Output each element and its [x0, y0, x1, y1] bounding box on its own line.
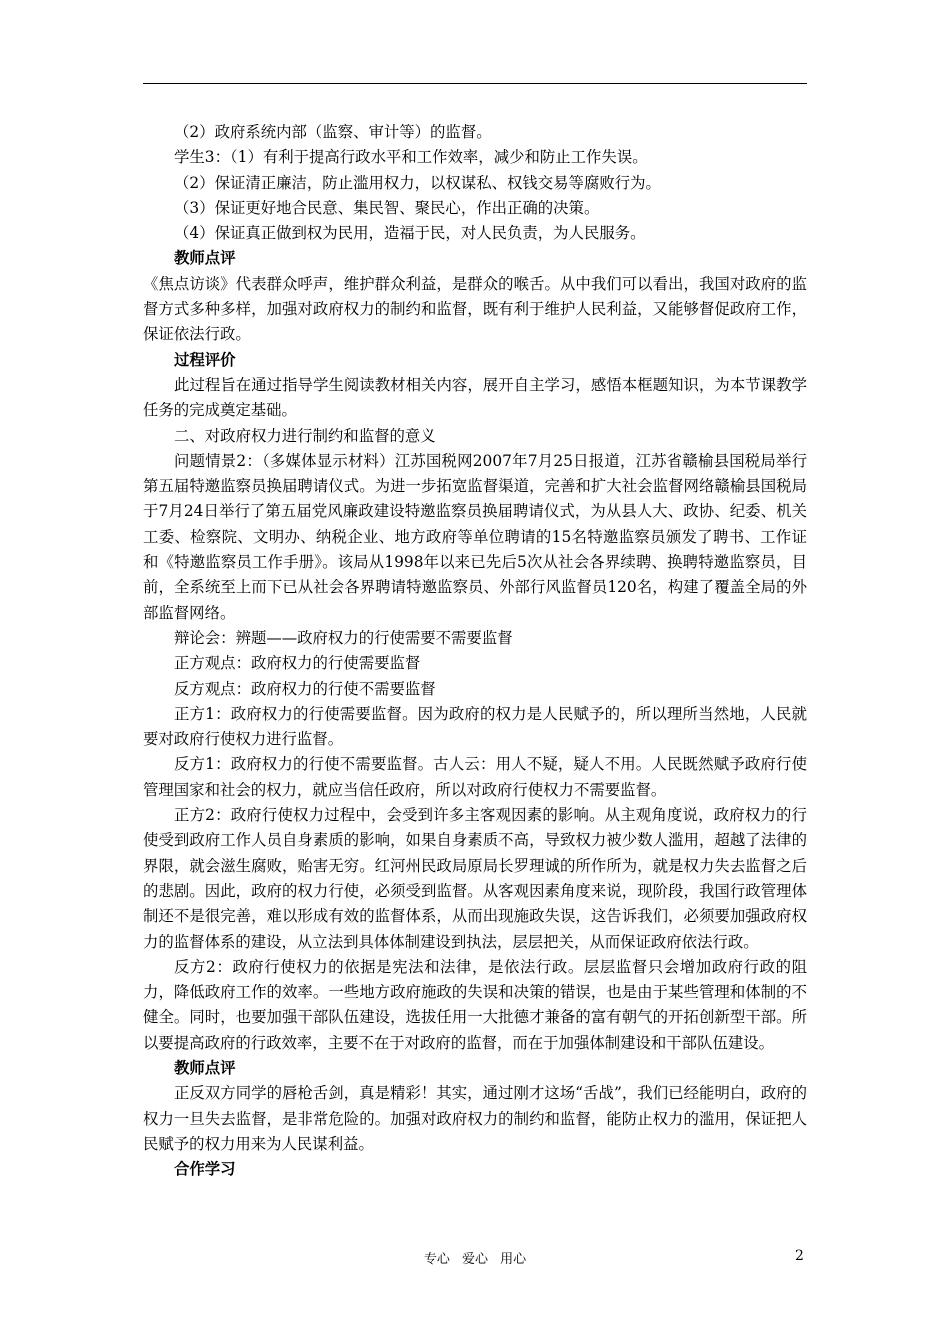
paragraph: 《焦点访谈》代表群众呼声，维护群众利益，是群众的喉舌。从中我们可以看出，我国对政府的监督方式多种多样，加强对政府权力的制约和监督，既有利于维护人民利益，又能够督促政府工作，保证依法行政。: [143, 274, 807, 344]
section-heading: 合作学习: [174, 1160, 236, 1179]
section-heading: 教师点评: [174, 1058, 236, 1077]
paragraph: （2）保证清正廉洁，防止滥用权力，以权谋私、权钱交易等腐败行为。: [174, 173, 661, 192]
section-heading: 教师点评: [174, 249, 236, 268]
paragraph: 问题情景2：（多媒体显示材料）江苏国税网2007年7月25日报道，江苏省赣榆县国税局举行第五届特邀监察员换届聘请仪式。为进一步拓宽监督渠道，完善和扩大社会监督网络赣榆县国税局于7月24日举行了第五届党风廉政建设特邀监察员换届聘请仪式，为从县人大、政协、纪委、机关工委、检察院、文明办、纳税企业、地方政府等单位聘请的15名特邀监察员颁发了聘书、工作证和《特邀监察员工作手册》。该局从1998年以来已先后5次从社会各界续聘、换聘特邀监察员，目前，全系统至上而下已从社会各界聘请特邀监察员、外部行风监督员120名，构建了覆盖全局的外部监督网络。: [143, 451, 807, 622]
paragraph: 正方2：政府行使权力过程中，会受到许多主客观因素的影响。从主观角度说，政府权力的行使受到政府工作人员自身素质的影响，如果自身素质不高，导致权力被少数人滥用，超越了法律的界限，就会滋生腐败，贻害无穷。红河州民政局原局长罗理诚的所作所为，就是权力失去监督之后的悲剧。因此，政府的权力行使，必须受到监督。从客观因素角度来说，现阶段，我国行政管理体制还不是很完善，难以形成有效的监督体系，从而出现施政失误，这告诉我们，必须要加强政府权力的监督体系的建设，从立法到具体体制建设到执法，层层把关，从而保证政府依法行政。: [143, 806, 807, 951]
paragraph: （2）政府系统内部（监察、审计等）的监督。: [174, 123, 492, 141]
paragraph: （4）保证真正做到权为民用，造福于民，对人民负责，为人民服务。: [174, 224, 646, 243]
paragraph: （3）保证更好地合民意、集民智、聚民心，作出正确的决策。: [174, 198, 600, 217]
paragraph: 正方观点：政府权力的行使需要监督: [174, 654, 421, 673]
paragraph: 正反双方同学的唇枪舌剑，真是精彩！其实，通过刚才这场“舌战”，我们已经能明白，政府的权力一旦失去监督，是非常危险的。加强对政府权力的制约和监督，能防止权力的滥用，保证把人民赋予的权力用来为人民谋利益。: [143, 1084, 807, 1153]
paragraph: 二、对政府权力进行制约和监督的意义: [174, 426, 436, 445]
document-body: [143, 120, 807, 1182]
paragraph: 辩论会：辨题——政府权力的行使需要不需要监督: [174, 628, 513, 647]
paragraph: 正方1：政府权力的行使需要监督。因为政府的权力是人民赋予的，所以理所当然地，人民就要对政府行使权力进行监督。: [143, 704, 807, 749]
section-heading: 过程评价: [174, 350, 236, 369]
paragraph: 反方1：政府权力的行使不需要监督。古人云：用人不疑，疑人不用。人民既然赋予政府行使管理国家和社会的权力，就应当信任政府，所以对政府行使权力不需要监督。: [143, 755, 807, 799]
header-rule: [143, 83, 807, 84]
paragraph: 此过程旨在通过指导学生阅读教材相关内容，展开自主学习，感悟本框题知识，为本节课教学任务的完成奠定基础。: [143, 375, 807, 420]
footer-motto: 专心 爱心 用心: [423, 1252, 527, 1267]
paragraph: 反方2：政府行使权力的依据是宪法和法律，是依法行政。层层监督只会增加政府行政的阻力，降低政府工作的效率。一些地方政府施政的失误和决策的错误，也是由于某些管理和体制的不健全。同时，也要加强干部队伍建设，选拔任用一大批德才兼备的富有朝气的开拓创新型干部。所以要提高政府的行政效率，主要不在于对政府的监督，而在于加强体制建设和干部队伍建设。: [143, 957, 807, 1052]
paragraph: 反方观点：政府权力的行使不需要监督: [174, 679, 436, 698]
paragraph: 学生3：（1）有利于提高行政水平和工作效率，减少和防止工作失误。: [174, 148, 648, 167]
page-number: 2: [795, 1248, 804, 1264]
